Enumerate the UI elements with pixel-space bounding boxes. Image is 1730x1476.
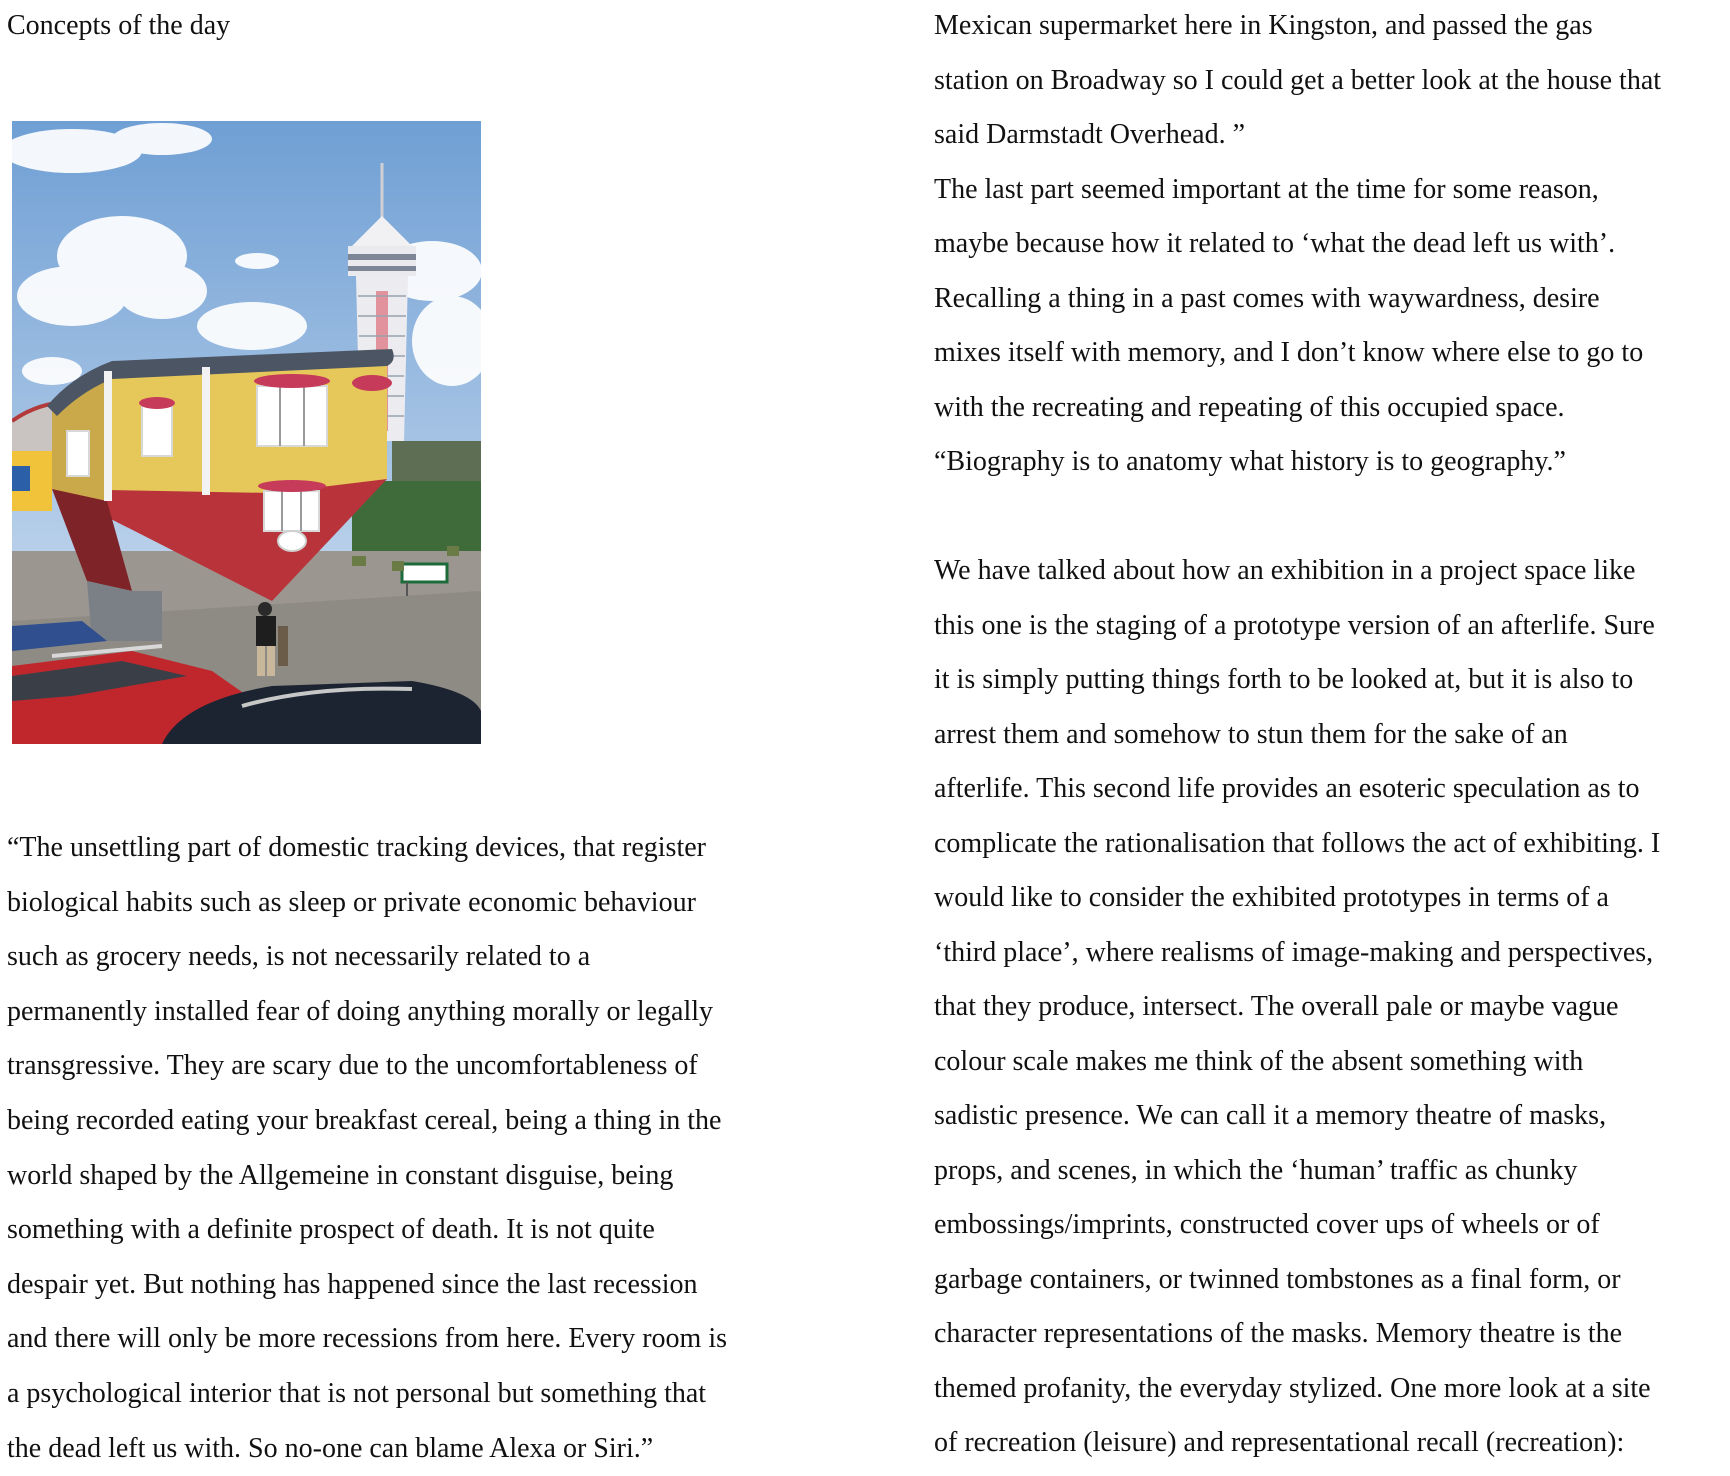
right-column bbox=[934, 0, 1730, 1471]
text-line: embossings/imprints, constructed cover ups of wheels or of bbox=[934, 1209, 1600, 1240]
text-line: with the recreating and repeating of this occupied space. bbox=[934, 391, 1565, 423]
text-line: garbage containers, or twinned tombstones as a final form, or bbox=[934, 1263, 1621, 1295]
text-line: biological habits such as sleep or private economic behaviour bbox=[7, 886, 696, 918]
page-title: Concepts of the day bbox=[7, 10, 231, 41]
text-line: “Biography is to anatomy what history is to geography.” bbox=[934, 446, 1566, 477]
text-line: character representations of the masks. Memory theatre is the bbox=[934, 1318, 1623, 1349]
text-line: world shaped by the Allgemeine in constant disguise, being bbox=[7, 1159, 674, 1191]
text-line: We have talked about how an exhibition in a project space like bbox=[934, 555, 1636, 586]
text-line: despair yet. But nothing has happened since the last recession bbox=[7, 1268, 698, 1300]
paragraph-2 bbox=[934, 544, 1730, 1471]
text-line: sadistic presence. We can call it a memory theatre of masks, bbox=[934, 1100, 1607, 1131]
upside-down-house-photo bbox=[12, 121, 481, 744]
text-line: that they produce, intersect. The overall pale or maybe vague bbox=[934, 991, 1619, 1022]
paragraph-1 bbox=[934, 0, 1730, 490]
text-line: such as grocery needs, is not necessarily related to a bbox=[7, 941, 591, 973]
text-line: permanently installed fear of doing anything morally or legally bbox=[7, 995, 714, 1027]
text-line: Mexican supermarket here in Kingston, and passed the gas bbox=[934, 10, 1593, 41]
text-line: mixes itself with memory, and I don’t know where else to go to bbox=[934, 337, 1644, 368]
text-line: “The unsettling part of domestic tracking devices, that register bbox=[7, 832, 706, 863]
left-quote bbox=[7, 821, 807, 1476]
text-line: complicate the rationalisation that follows the act of exhibiting. I bbox=[934, 827, 1661, 859]
text-line: and there will only be more recessions from here. Every room is bbox=[7, 1323, 728, 1355]
text-line: maybe because how it related to ‘what the dead left us with’. bbox=[934, 228, 1616, 259]
text-line: transgressive. They are scary due to the uncomfortableness of bbox=[7, 1050, 698, 1082]
text-line: this one is the staging of a prototype version of an afterlife. Sure bbox=[934, 609, 1655, 641]
text-line: station on Broadway so I could get a better look at the house that bbox=[934, 64, 1662, 96]
text-line: said Darmstadt Overhead. ” bbox=[934, 119, 1245, 150]
text-line: colour scale makes me think of the absent something with bbox=[934, 1045, 1584, 1077]
text-line: being recorded eating your breakfast cereal, being a thing in the bbox=[7, 1104, 722, 1136]
paragraph-gap bbox=[934, 490, 1730, 545]
text-line: arrest them and somehow to stun them for the sake of an bbox=[934, 718, 1568, 750]
text-line: something with a definite prospect of death. It is not quite bbox=[7, 1214, 655, 1246]
text-line: the dead left us with. So no-one can blame Alexa or Siri.” bbox=[7, 1432, 654, 1464]
text-line: Recalling a thing in a past comes with waywardness, desire bbox=[934, 282, 1600, 314]
text-line: it is simply putting things forth to be looked at, but it is also to bbox=[934, 664, 1634, 695]
text-line: themed profanity, the everyday stylized. One more look at a site bbox=[934, 1372, 1651, 1404]
text-line: ‘third place’, where realisms of image-making and perspectives, bbox=[934, 936, 1654, 968]
text-line: would like to consider the exhibited prototypes in terms of a bbox=[934, 882, 1609, 913]
text-line: props, and scenes, in which the ‘human’ traffic as chunky bbox=[934, 1154, 1578, 1186]
text-line: afterlife. This second life provides an esoteric speculation as to bbox=[934, 773, 1640, 804]
text-line: The last part seemed important at the time for some reason, bbox=[934, 173, 1599, 205]
text-line: a psychological interior that is not personal but something that bbox=[7, 1377, 707, 1409]
text-line: of recreation (leisure) and representational recall (recreation): bbox=[934, 1427, 1625, 1458]
